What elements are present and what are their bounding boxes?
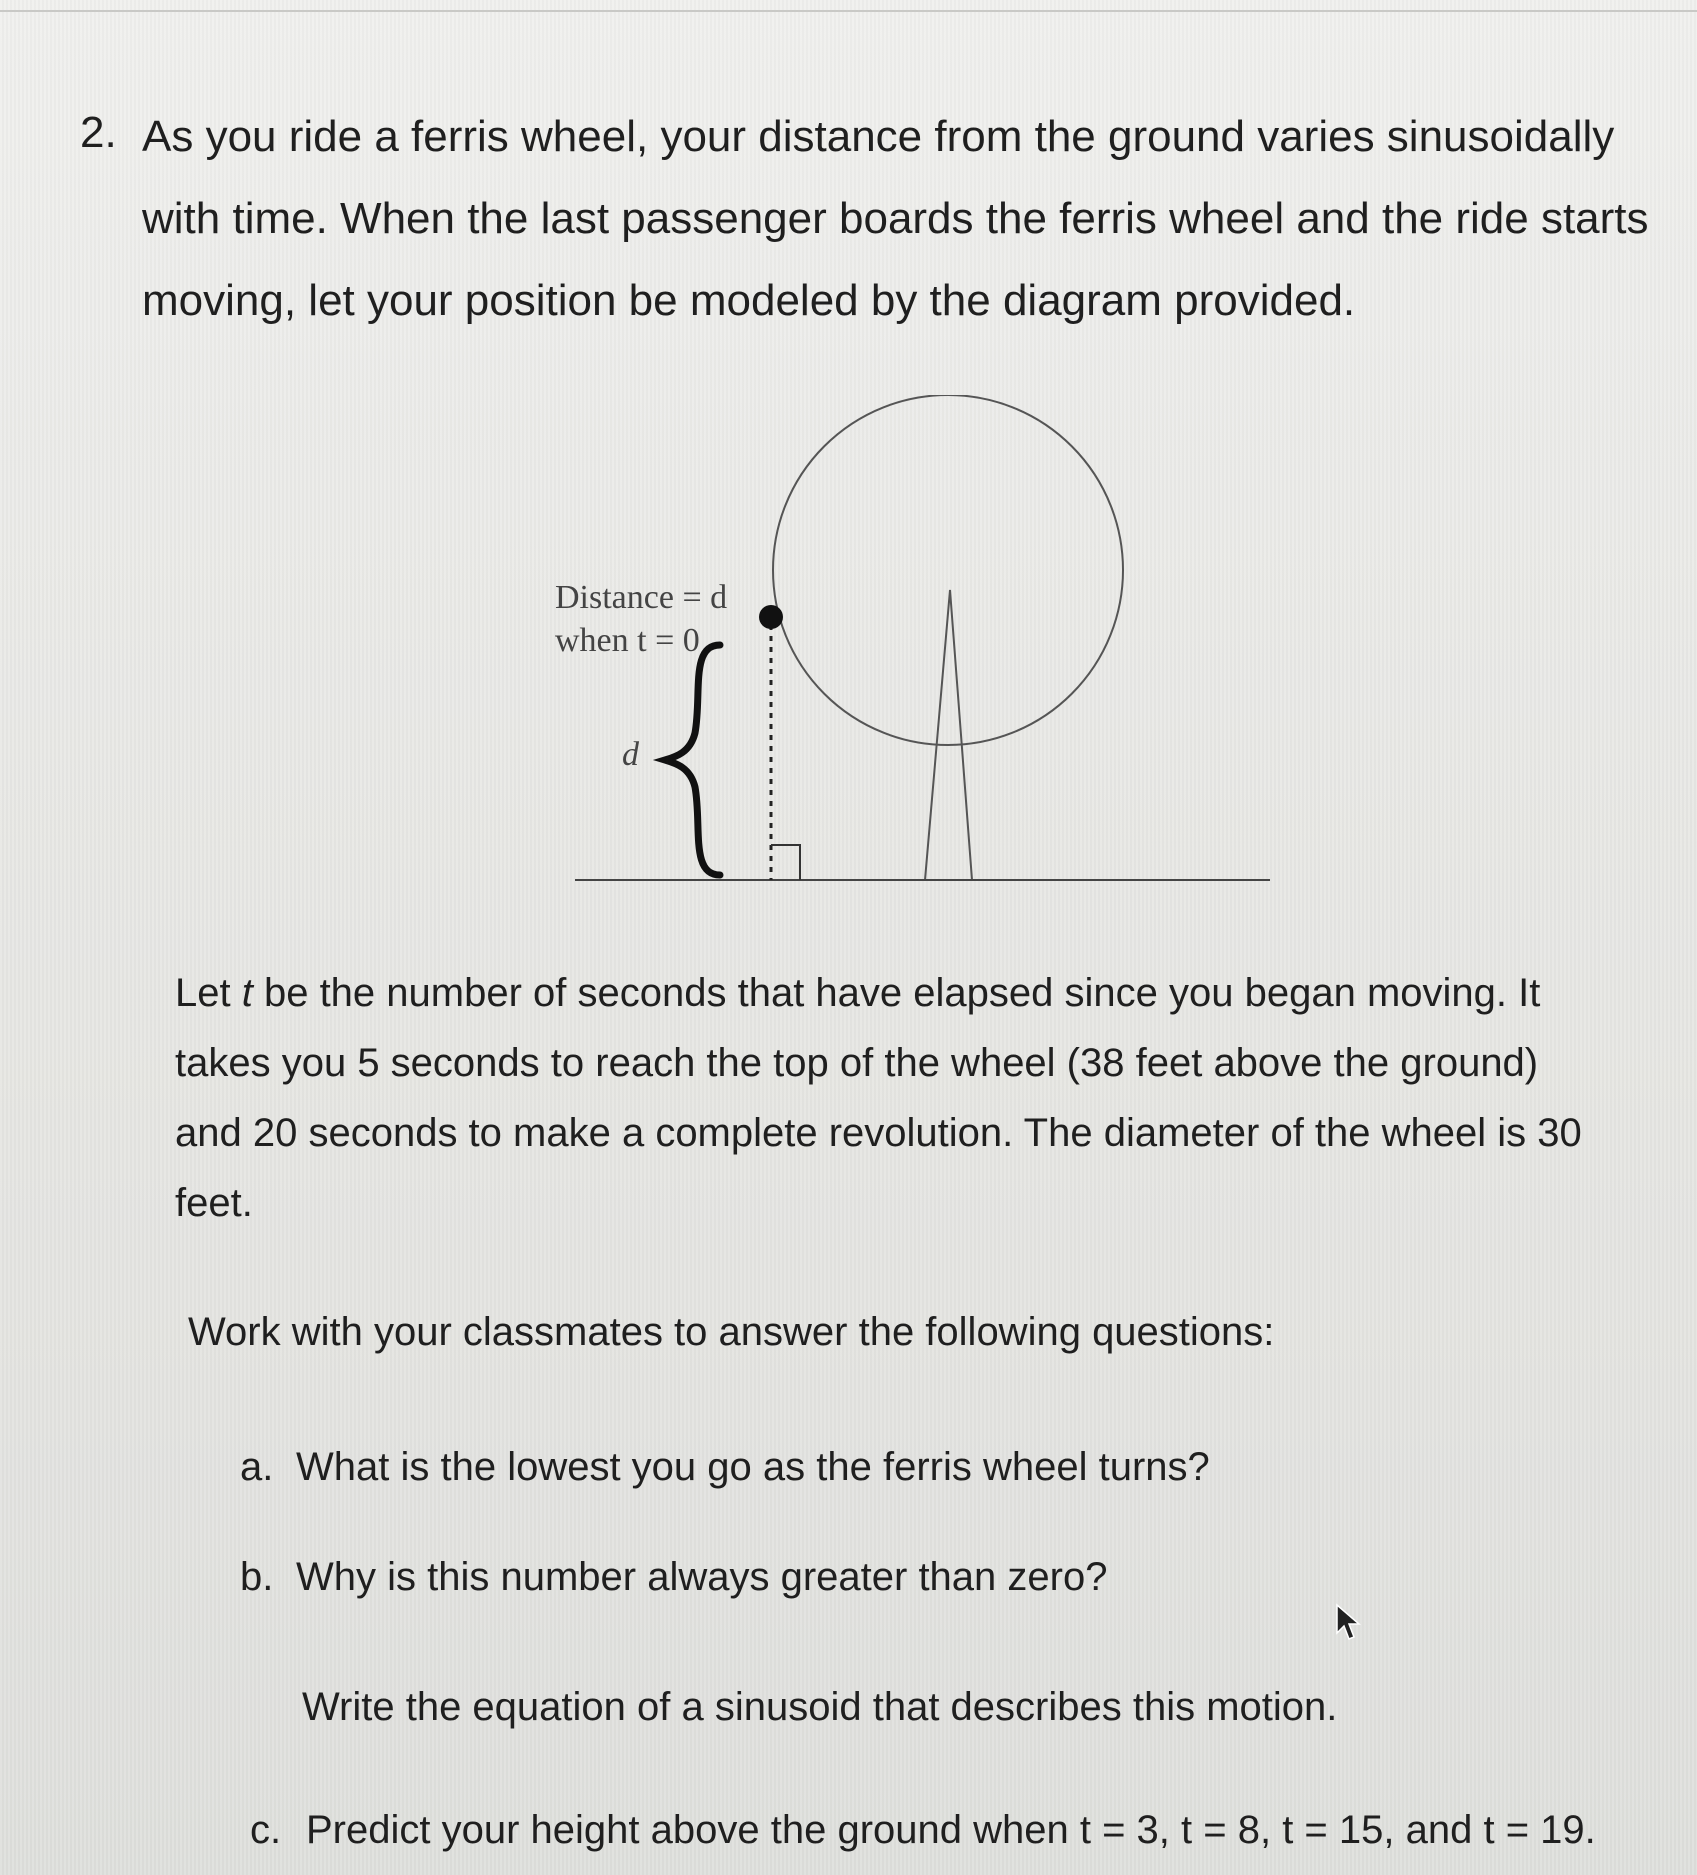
work-prompt: Work with your classmates to answer the following questions:: [188, 1310, 1275, 1354]
question-intro: As you ride a ferris wheel, your distance from the ground varies sinusoidally with time. When the last passenger boards the ferris wheel and the ride starts moving, let your position be modeled by the diagram provided.: [142, 112, 1649, 325]
mouse-pointer-icon: [1335, 1603, 1365, 1643]
problem-body: [175, 958, 1615, 1238]
height-brace: [665, 645, 720, 875]
question-item-a: [240, 1445, 1210, 1490]
item-label: a.: [240, 1445, 274, 1489]
top-divider: [0, 10, 1697, 12]
brace-label: d: [622, 736, 639, 773]
support-tower: [925, 590, 972, 880]
passenger-dot: [759, 605, 783, 629]
item-text: Predict your height above the ground when t = 3, t = 8, t = 15, and t = 19.: [306, 1808, 1596, 1852]
diagram-label-when: when t = 0: [555, 622, 700, 659]
diagram-label-distance: Distance = d: [555, 579, 728, 616]
item-text: Why is this number always greater than zero?: [296, 1555, 1108, 1599]
item-label: b.: [240, 1555, 274, 1599]
ferris-wheel-diagram: [540, 395, 1280, 895]
question-number: 2.: [80, 108, 117, 157]
item-text: Write the equation of a sinusoid that describes this motion.: [302, 1685, 1338, 1729]
right-angle-mark: [771, 845, 800, 880]
question-item-b-followup: [302, 1685, 1337, 1730]
body-text-start: Let: [175, 971, 242, 1015]
item-text: What is the lowest you go as the ferris wheel turns?: [296, 1445, 1210, 1489]
item-label: c.: [250, 1808, 282, 1852]
ferris-wheel-circle: [773, 395, 1123, 745]
body-text-rest: be the number of seconds that have elapsed since you began moving. It takes you 5 seconds to reach the top of the wheel (38 feet above the ground) and 20 seconds to make a complete revolution. The diameter of the wheel is 30 feet.: [175, 971, 1582, 1225]
question-item-b: [240, 1555, 1107, 1600]
t-variable: t: [241, 971, 253, 1015]
question-item-c: [250, 1808, 1596, 1853]
